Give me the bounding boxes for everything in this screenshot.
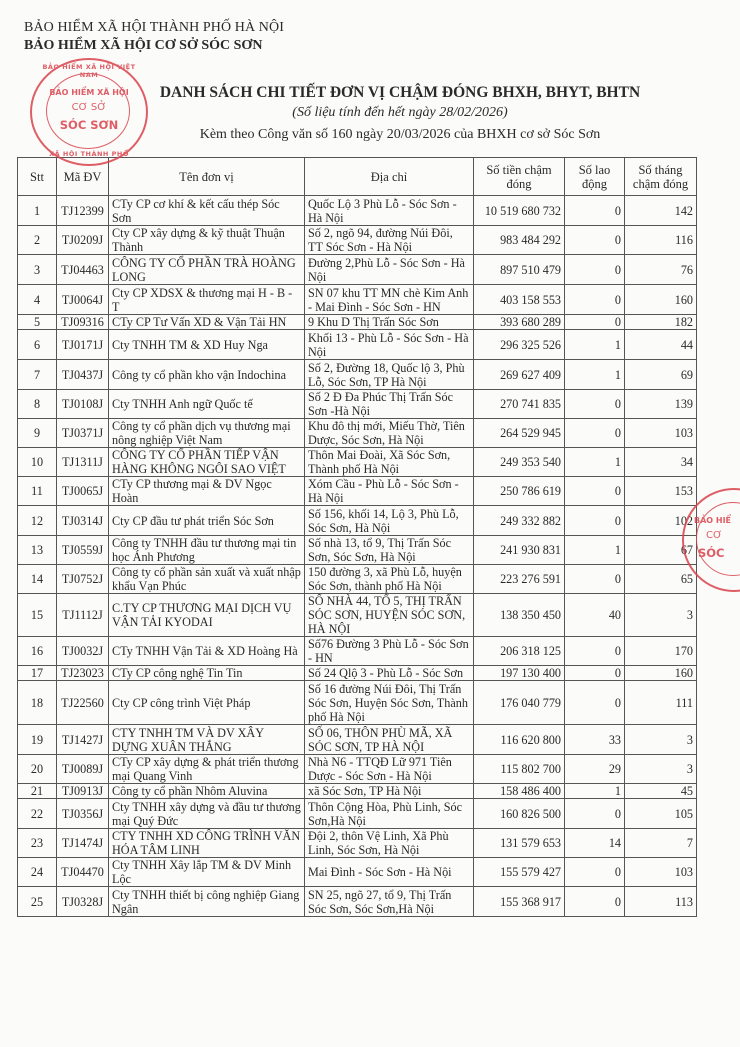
row-unit-name: CTy CP Tư Vấn XD & Vận Tải HN <box>109 315 305 330</box>
table-row <box>18 536 697 565</box>
table-row <box>18 829 697 858</box>
row-unit-code: TJ0108J <box>57 390 109 419</box>
row-workers: 0 <box>565 196 625 226</box>
row-unit-code: TJ0913J <box>57 784 109 799</box>
row-address: 150 đường 3, xã Phù Lỗ, huyện Sóc Sơn, thành phố Hà Nội <box>305 565 474 594</box>
row-overdue-months: 160 <box>625 666 697 681</box>
row-workers: 0 <box>565 390 625 419</box>
table-row <box>18 477 697 506</box>
row-overdue-amount: 241 930 831 <box>474 536 565 565</box>
row-overdue-months: 170 <box>625 637 697 666</box>
row-overdue-months: 44 <box>625 330 697 360</box>
row-workers: 0 <box>565 858 625 887</box>
document-title: DANH SÁCH CHI TIẾT ĐƠN VỊ CHẬM ĐÓNG BHXH, BHYT, BHTN <box>159 84 641 101</box>
row-overdue-months: 102 <box>625 506 697 536</box>
stamp-line1: BẢO HIỂM XÃ HỘI <box>49 88 129 97</box>
row-overdue-months: 65 <box>625 565 697 594</box>
row-unit-code: TJ0065J <box>57 477 109 506</box>
row-workers: 0 <box>565 506 625 536</box>
table-row <box>18 419 697 448</box>
row-workers: 0 <box>565 799 625 829</box>
row-overdue-months: 7 <box>625 829 697 858</box>
table-row <box>18 390 697 419</box>
stamp-ring-bottom: XÃ HỘI THÀNH PHỐ <box>49 150 129 158</box>
table-row <box>18 594 697 637</box>
row-stt: 18 <box>18 681 57 725</box>
row-address: Số 2, ngõ 94, đường Núi Đôi, TT Sóc Sơn - Hà Nội <box>305 226 474 255</box>
table-row <box>18 725 697 755</box>
col-header-overdue-amount: Số tiền chậm đóng <box>474 158 565 196</box>
row-workers: 1 <box>565 784 625 799</box>
row-unit-name: C.TY CP THƯƠNG MẠI DỊCH VỤ VẬN TẢI KYODAI <box>109 594 305 637</box>
row-stt: 1 <box>18 196 57 226</box>
row-unit-code: TJ1112J <box>57 594 109 637</box>
row-workers: 0 <box>565 565 625 594</box>
row-unit-code: TJ04463 <box>57 255 109 285</box>
row-overdue-amount: 393 680 289 <box>474 315 565 330</box>
row-address: Xóm Cầu - Phù Lỗ - Sóc Sơn - Hà Nội <box>305 477 474 506</box>
row-stt: 12 <box>18 506 57 536</box>
table-row <box>18 755 697 784</box>
row-workers: 14 <box>565 829 625 858</box>
row-address: Mai Đình - Sóc Sơn - Hà Nội <box>305 858 474 887</box>
row-unit-name: CTy CP công nghệ Tin Tin <box>109 666 305 681</box>
row-unit-code: TJ1427J <box>57 725 109 755</box>
row-unit-name: CTy CP xây dựng & phát triển thương mại Quang Vinh <box>109 755 305 784</box>
row-unit-code: TJ22560 <box>57 681 109 725</box>
row-overdue-months: 34 <box>625 448 697 477</box>
row-overdue-months: 103 <box>625 419 697 448</box>
row-address: SỐ 06, THÔN PHÙ MÃ, XÃ SÓC SƠN, TP HÀ NỘI <box>305 725 474 755</box>
row-unit-name: CÔNG TY CỔ PHẦN TIẾP VẬN HÀNG KHÔNG NGÔI SAO VIỆT <box>109 448 305 477</box>
row-address: Nhà N6 - TTQĐ Lữ 971 Tiên Dược - Sóc Sơn - Hà Nội <box>305 755 474 784</box>
table-row <box>18 360 697 390</box>
document-subtitle: (Số liệu tính đến hết ngày 28/02/2026) <box>292 105 508 120</box>
row-unit-name: Công ty cổ phần dịch vụ thương mại nông nghiệp Việt Nam <box>109 419 305 448</box>
row-unit-name: Công ty cổ phần kho vận Indochina <box>109 360 305 390</box>
row-unit-code: TJ0171J <box>57 330 109 360</box>
row-unit-name: Công ty TNHH đầu tư thương mại tin học Ánh Phương <box>109 536 305 565</box>
row-unit-code: TJ0089J <box>57 755 109 784</box>
row-overdue-amount: 197 130 400 <box>474 666 565 681</box>
row-address: Số 24 Qlộ 3 - Phù Lỗ - Sóc Sơn <box>305 666 474 681</box>
row-overdue-amount: 249 332 882 <box>474 506 565 536</box>
row-overdue-amount: 296 325 526 <box>474 330 565 360</box>
table-row <box>18 858 697 887</box>
col-header-workers: Số lao động <box>565 158 625 196</box>
row-workers: 0 <box>565 477 625 506</box>
row-workers: 40 <box>565 594 625 637</box>
row-overdue-amount: 250 786 619 <box>474 477 565 506</box>
row-overdue-amount: 115 802 700 <box>474 755 565 784</box>
row-overdue-amount: 403 158 553 <box>474 285 565 315</box>
col-header-overdue-months: Số tháng chậm đóng <box>625 158 697 196</box>
row-stt: 2 <box>18 226 57 255</box>
row-workers: 1 <box>565 536 625 565</box>
row-address: Khối 13 - Phù Lỗ - Sóc Sơn - Hà Nội <box>305 330 474 360</box>
row-unit-name: CTy CP thương mại & DV Ngọc Hoàn <box>109 477 305 506</box>
row-workers: 0 <box>565 666 625 681</box>
table-row <box>18 330 697 360</box>
row-unit-code: TJ0356J <box>57 799 109 829</box>
table-row <box>18 565 697 594</box>
row-overdue-months: 103 <box>625 858 697 887</box>
table-row <box>18 448 697 477</box>
row-workers: 29 <box>565 755 625 784</box>
row-overdue-amount: 116 620 800 <box>474 725 565 755</box>
table-header-row <box>18 158 697 196</box>
row-unit-code: TJ0314J <box>57 506 109 536</box>
row-overdue-months: 113 <box>625 887 697 917</box>
row-unit-code: TJ0032J <box>57 637 109 666</box>
row-unit-name: Cty TNHH Xây lắp TM & DV Minh Lộc <box>109 858 305 887</box>
row-stt: 15 <box>18 594 57 637</box>
row-overdue-months: 105 <box>625 799 697 829</box>
row-unit-name: Cty CP công trình Việt Pháp <box>109 681 305 725</box>
row-overdue-amount: 249 353 540 <box>474 448 565 477</box>
row-unit-code: TJ1311J <box>57 448 109 477</box>
row-overdue-months: 142 <box>625 196 697 226</box>
row-workers: 1 <box>565 448 625 477</box>
row-unit-name: Cty TNHH thiết bị công nghiệp Giang Ngân <box>109 887 305 917</box>
row-address: Khu đô thị mới, Miếu Thờ, Tiên Dược, Sóc Sơn, Hà Nội <box>305 419 474 448</box>
row-stt: 10 <box>18 448 57 477</box>
row-address: Số 2, Đường 18, Quốc lộ 3, Phù Lỗ, Sóc Sơn, TP Hà Nội <box>305 360 474 390</box>
row-workers: 1 <box>565 360 625 390</box>
row-address: 9 Khu D Thị Trấn Sóc Sơn <box>305 315 474 330</box>
row-unit-name: CTy TNHH Vận Tải & XD Hoàng Hà <box>109 637 305 666</box>
row-address: Số nhà 13, tổ 9, Thị Trấn Sóc Sơn, Sóc Sơn, Hà Nội <box>305 536 474 565</box>
row-workers: 0 <box>565 681 625 725</box>
table-row <box>18 506 697 536</box>
row-overdue-amount: 176 040 779 <box>474 681 565 725</box>
stamp-edge-line3: SÓC <box>698 546 725 560</box>
row-workers: 0 <box>565 255 625 285</box>
row-overdue-months: 153 <box>625 477 697 506</box>
row-address: Số 16 đường Núi Đôi, Thị Trấn Sóc Sơn, Huyện Sóc Sơn, Thành phố Hà Nội <box>305 681 474 725</box>
row-stt: 5 <box>18 315 57 330</box>
document-note: Kèm theo Công văn số 160 ngày 20/03/2026 của BHXH cơ sở Sóc Sơn <box>199 127 601 142</box>
row-unit-code: TJ04470 <box>57 858 109 887</box>
row-unit-name: CTY TNHH TM VÀ DV XÂY DỰNG XUÂN THẮNG <box>109 725 305 755</box>
row-workers: 0 <box>565 419 625 448</box>
row-overdue-amount: 269 627 409 <box>474 360 565 390</box>
row-unit-code: TJ23023 <box>57 666 109 681</box>
row-stt: 22 <box>18 799 57 829</box>
overdue-units-table <box>17 157 697 917</box>
table-row <box>18 637 697 666</box>
row-unit-code: TJ0752J <box>57 565 109 594</box>
row-address: Quốc Lộ 3 Phù Lỗ - Sóc Sơn - Hà Nội <box>305 196 474 226</box>
table-row <box>18 784 697 799</box>
row-stt: 8 <box>18 390 57 419</box>
row-address: Thôn Cộng Hòa, Phù Linh, Sóc Sơn,Hà Nội <box>305 799 474 829</box>
row-address: Số 156, khối 14, Lộ 3, Phù Lỗ, Sóc Sơn, Hà Nội <box>305 506 474 536</box>
row-unit-code: TJ0328J <box>57 887 109 917</box>
stamp-edge-line2: CƠ <box>706 530 723 541</box>
row-workers: 0 <box>565 887 625 917</box>
row-stt: 23 <box>18 829 57 858</box>
row-unit-name: Cty CP đầu tư phát triển Sóc Sơn <box>109 506 305 536</box>
row-overdue-months: 3 <box>625 755 697 784</box>
row-overdue-months: 69 <box>625 360 697 390</box>
row-overdue-months: 111 <box>625 681 697 725</box>
row-stt: 11 <box>18 477 57 506</box>
row-unit-name: Cty TNHH TM & XD Huy Nga <box>109 330 305 360</box>
row-overdue-amount: 155 579 427 <box>474 858 565 887</box>
row-stt: 13 <box>18 536 57 565</box>
row-unit-name: CTY TNHH XD CÔNG TRÌNH VĂN HÓA TÂM LINH <box>109 829 305 858</box>
row-stt: 3 <box>18 255 57 285</box>
row-unit-name: Công ty cổ phần Nhôm Aluvina <box>109 784 305 799</box>
table-row <box>18 226 697 255</box>
row-stt: 6 <box>18 330 57 360</box>
row-unit-code: TJ0371J <box>57 419 109 448</box>
row-workers: 0 <box>565 285 625 315</box>
row-overdue-amount: 206 318 125 <box>474 637 565 666</box>
row-unit-name: Cty CP xây dựng & kỹ thuật Thuận Thành <box>109 226 305 255</box>
table-row <box>18 255 697 285</box>
row-overdue-months: 3 <box>625 725 697 755</box>
row-overdue-amount: 983 484 292 <box>474 226 565 255</box>
row-overdue-amount: 160 826 500 <box>474 799 565 829</box>
row-stt: 9 <box>18 419 57 448</box>
row-address: Thôn Mai Đoài, Xã Sóc Sơn, Thành phố Hà Nội <box>305 448 474 477</box>
row-workers: 33 <box>565 725 625 755</box>
row-unit-code: TJ12399 <box>57 196 109 226</box>
row-address: SN 07 khu TT MN chè Kim Anh - Mai Đình - Sóc Sơn - HN <box>305 285 474 315</box>
table-row <box>18 681 697 725</box>
row-address: Đội 2, thôn Vệ Linh, Xã Phù Linh, Sóc Sơn, Hà Nội <box>305 829 474 858</box>
row-stt: 17 <box>18 666 57 681</box>
row-address: Đường 2,Phù Lỗ - Sóc Sơn - Hà Nội <box>305 255 474 285</box>
row-address: xã Sóc Sơn, TP Hà Nội <box>305 784 474 799</box>
table-row <box>18 196 697 226</box>
table-row <box>18 887 697 917</box>
stamp-edge-line1: BẢO HIỂ <box>694 516 732 525</box>
row-workers: 0 <box>565 226 625 255</box>
row-unit-name: Cty TNHH Anh ngữ Quốc tế <box>109 390 305 419</box>
row-unit-name: Cty TNHH xây dựng và đầu tư thương mại Quý Đức <box>109 799 305 829</box>
row-stt: 14 <box>18 565 57 594</box>
row-unit-name: CÔNG TY CỔ PHẦN TRÀ HOÀNG LONG <box>109 255 305 285</box>
col-header-unit-name: Tên đơn vị <box>109 158 305 196</box>
col-header-address: Địa chỉ <box>305 158 474 196</box>
col-header-unit-code: Mã ĐV <box>57 158 109 196</box>
row-unit-name: Cty CP XDSX & thương mại H - B - T <box>109 285 305 315</box>
row-overdue-months: 160 <box>625 285 697 315</box>
table-row <box>18 315 697 330</box>
row-overdue-months: 182 <box>625 315 697 330</box>
row-unit-code: TJ0064J <box>57 285 109 315</box>
table-row <box>18 285 697 315</box>
org-unit: BẢO HIỂM XÃ HỘI CƠ SỞ SÓC SƠN <box>24 38 263 53</box>
row-overdue-amount: 223 276 591 <box>474 565 565 594</box>
row-address: Số 2 Đ Đa Phúc Thị Trấn Sóc Sơn -Hà Nội <box>305 390 474 419</box>
stamp-line3: SÓC SƠN <box>59 118 119 132</box>
row-overdue-amount: 131 579 653 <box>474 829 565 858</box>
row-overdue-months: 139 <box>625 390 697 419</box>
row-overdue-amount: 158 486 400 <box>474 784 565 799</box>
row-overdue-amount: 138 350 450 <box>474 594 565 637</box>
col-header-stt: Stt <box>18 158 57 196</box>
row-unit-name: Công ty cổ phần sản xuất và xuất nhập khẩu Vạn Phúc <box>109 565 305 594</box>
stamp-line2: CƠ SỞ <box>71 102 107 113</box>
row-overdue-months: 3 <box>625 594 697 637</box>
row-stt: 21 <box>18 784 57 799</box>
row-workers: 0 <box>565 315 625 330</box>
row-overdue-amount: 270 741 835 <box>474 390 565 419</box>
row-overdue-amount: 264 529 945 <box>474 419 565 448</box>
stamp-ring-text: BẢO HIỂM XÃ HỘI VIỆT NAM <box>42 63 136 79</box>
row-overdue-amount: 10 519 680 732 <box>474 196 565 226</box>
row-unit-code: TJ0437J <box>57 360 109 390</box>
table-row <box>18 666 697 681</box>
row-unit-code: TJ1474J <box>57 829 109 858</box>
row-overdue-months: 116 <box>625 226 697 255</box>
row-stt: 24 <box>18 858 57 887</box>
row-stt: 16 <box>18 637 57 666</box>
row-workers: 1 <box>565 330 625 360</box>
row-address: Số76 Đường 3 Phù Lỗ - Sóc Sơn - HN <box>305 637 474 666</box>
row-unit-code: TJ0559J <box>57 536 109 565</box>
row-unit-code: TJ09316 <box>57 315 109 330</box>
row-overdue-months: 67 <box>625 536 697 565</box>
row-stt: 20 <box>18 755 57 784</box>
org-parent: BẢO HIỂM XÃ HỘI THÀNH PHỐ HÀ NỘI <box>24 20 284 35</box>
row-overdue-amount: 155 368 917 <box>474 887 565 917</box>
row-stt: 7 <box>18 360 57 390</box>
row-overdue-amount: 897 510 479 <box>474 255 565 285</box>
row-unit-code: TJ0209J <box>57 226 109 255</box>
row-stt: 4 <box>18 285 57 315</box>
row-stt: 25 <box>18 887 57 917</box>
row-stt: 19 <box>18 725 57 755</box>
row-overdue-months: 76 <box>625 255 697 285</box>
row-workers: 0 <box>565 637 625 666</box>
row-unit-name: CTy CP cơ khí & kết cấu thép Sóc Sơn <box>109 196 305 226</box>
row-address: SỐ NHÀ 44, TỔ 5, THỊ TRẤN SÓC SƠN, HUYỆN SÓC SƠN, HÀ NỘI <box>305 594 474 637</box>
row-overdue-months: 45 <box>625 784 697 799</box>
table-row <box>18 799 697 829</box>
row-address: SN 25, ngõ 27, tổ 9, Thị Trấn Sóc Sơn, Sóc Sơn,Hà Nội <box>305 887 474 917</box>
